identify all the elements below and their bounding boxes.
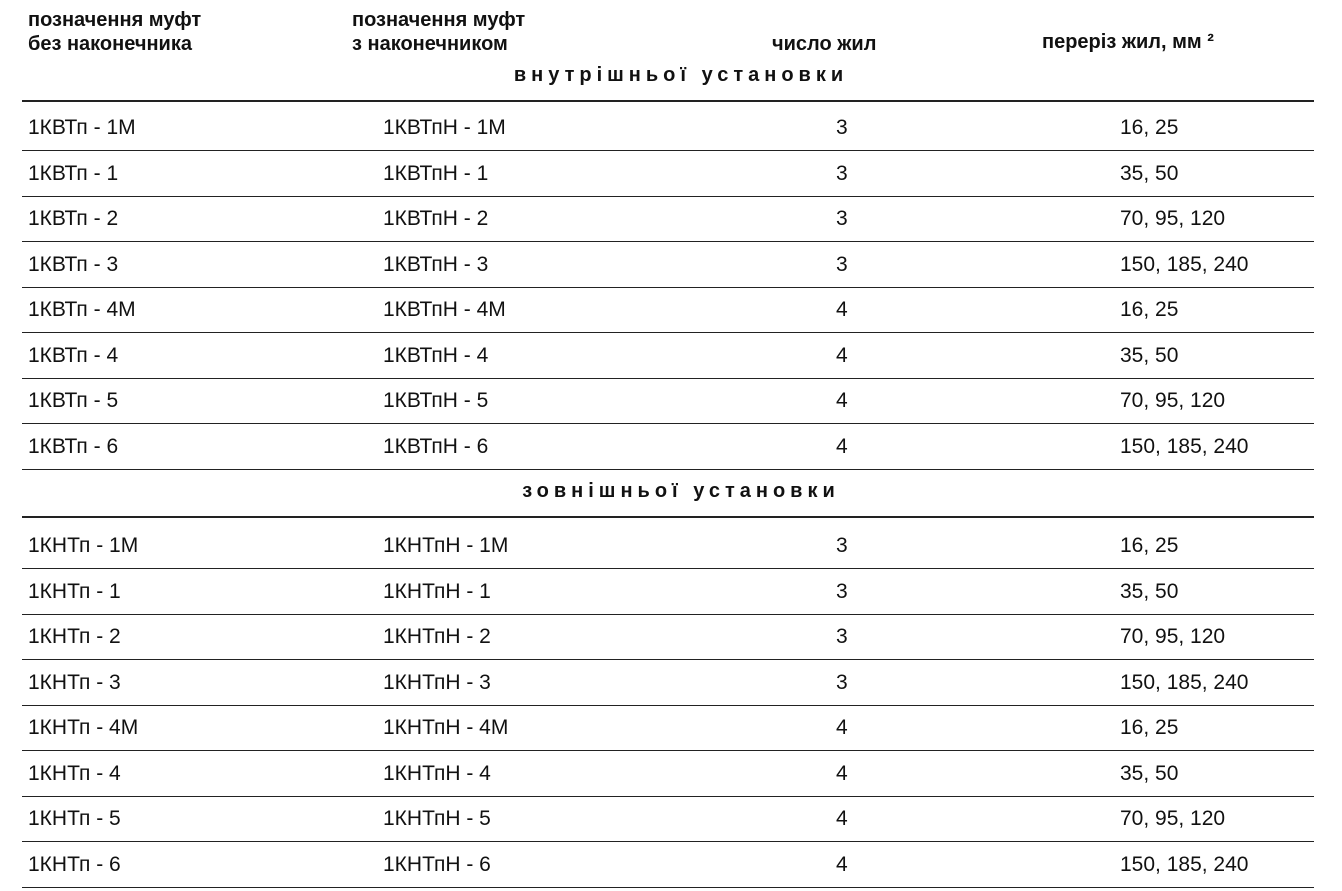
cell-core-count: 3 (836, 207, 848, 230)
table-row (0, 334, 1342, 378)
cell-designation-without-tip: 1КВТп - 1М (28, 116, 136, 139)
cell-cross-section: 70, 95, 120 (1120, 389, 1226, 412)
cell-cross-section: 150, 185, 240 (1120, 434, 1249, 458)
cell-designation-without-tip: 1КВТп - 4 (28, 343, 119, 367)
cell-designation-with-tip: 1КВТпН - 6 (383, 434, 489, 458)
table-row (0, 425, 1342, 469)
section-rule-indoor (22, 100, 1314, 102)
cell-designation-with-tip: 1КНТпН - 4 (383, 761, 491, 785)
table-row (0, 752, 1342, 796)
section-rule-outdoor (22, 516, 1314, 518)
cell-cross-section: 70, 95, 120 (1120, 207, 1226, 230)
section-title-outdoor: зовнішньої установки (522, 480, 840, 502)
cell-core-count: 4 (836, 298, 848, 321)
cell-cross-section: 150, 185, 240 (1120, 670, 1249, 694)
header-col-without-tip-line2: без наконечника (28, 33, 192, 55)
cell-cross-section: 70, 95, 120 (1120, 625, 1226, 648)
cell-core-count: 4 (836, 389, 848, 412)
cell-cross-section: 35, 50 (1120, 161, 1179, 185)
cell-designation-with-tip: 1КНТпН - 1М (383, 534, 509, 557)
cell-core-count: 3 (836, 116, 848, 139)
cell-designation-without-tip: 1КНТп - 6 (28, 852, 121, 876)
cell-designation-without-tip: 1КНТп - 5 (28, 807, 121, 830)
header-col-with-tip-line1: позначення муфт (352, 9, 526, 31)
cell-designation-with-tip: 1КВТпН - 1 (383, 161, 489, 185)
header-col-cores-text: число жил (772, 33, 877, 55)
table-row (0, 843, 1342, 887)
row-divider (22, 887, 1314, 888)
cell-designation-with-tip: 1КНТпН - 6 (383, 852, 491, 876)
table-row (0, 106, 1342, 150)
cell-designation-without-tip: 1КНТп - 1М (28, 534, 139, 557)
header-col-cross-section-text: переріз жил, мм ² (1042, 31, 1214, 53)
header-col-cross-section (1042, 30, 1214, 54)
table-row (0, 379, 1342, 423)
cell-core-count: 4 (836, 434, 848, 458)
cell-designation-without-tip: 1КНТп - 3 (28, 670, 121, 694)
cell-designation-without-tip: 1КВТп - 5 (28, 389, 119, 412)
cell-cross-section: 35, 50 (1120, 761, 1179, 785)
cell-designation-without-tip: 1КВТп - 2 (28, 207, 119, 230)
cell-designation-with-tip: 1КВТпН - 4 (383, 343, 489, 367)
cell-designation-without-tip: 1КНТп - 4М (28, 716, 139, 739)
table-row (0, 797, 1342, 841)
cell-core-count: 3 (836, 670, 848, 694)
header-col-cores (772, 32, 876, 56)
table-row (0, 243, 1342, 287)
cell-designation-without-tip: 1КВТп - 1 (28, 161, 119, 185)
cell-designation-with-tip: 1КНТпН - 1 (383, 579, 491, 603)
header-col-with-tip (352, 8, 525, 56)
header-col-with-tip-line2: з наконечником (352, 33, 508, 55)
cell-cross-section: 70, 95, 120 (1120, 807, 1226, 830)
cell-designation-with-tip: 1КНТпН - 4М (383, 716, 509, 739)
header-col-without-tip-line1: позначення муфт (28, 9, 202, 31)
cell-designation-with-tip: 1КВТпН - 5 (383, 389, 489, 412)
cell-cross-section: 16, 25 (1120, 298, 1179, 321)
cell-cross-section: 35, 50 (1120, 343, 1179, 367)
table-row (0, 615, 1342, 659)
cell-designation-with-tip: 1КНТпН - 3 (383, 670, 491, 694)
cell-cross-section: 150, 185, 240 (1120, 852, 1249, 876)
cell-core-count: 4 (836, 761, 848, 785)
cell-designation-with-tip: 1КНТпН - 2 (383, 625, 491, 648)
cell-designation-with-tip: 1КВТпН - 1М (383, 116, 506, 139)
cell-core-count: 4 (836, 343, 848, 367)
cell-core-count: 3 (836, 625, 848, 648)
cell-cross-section: 16, 25 (1120, 534, 1179, 557)
table-row (0, 288, 1342, 332)
cell-core-count: 4 (836, 852, 848, 876)
table-row (0, 197, 1342, 241)
cell-cross-section: 16, 25 (1120, 716, 1179, 739)
cell-designation-without-tip: 1КНТп - 2 (28, 625, 121, 648)
cell-designation-without-tip: 1КВТп - 4М (28, 298, 136, 321)
cell-designation-without-tip: 1КВТп - 6 (28, 434, 119, 458)
cell-designation-with-tip: 1КВТпН - 2 (383, 207, 489, 230)
cell-core-count: 3 (836, 252, 848, 276)
cell-core-count: 3 (836, 161, 848, 185)
section-title-indoor: внутрішньої установки (513, 64, 849, 86)
cell-designation-with-tip: 1КВТпН - 3 (383, 252, 489, 276)
table-row (0, 706, 1342, 750)
cell-core-count: 4 (836, 716, 848, 739)
table-row (0, 661, 1342, 705)
cell-designation-without-tip: 1КНТп - 4 (28, 761, 121, 785)
cell-designation-with-tip: 1КВТпН - 4М (383, 298, 506, 321)
cell-designation-with-tip: 1КНТпН - 5 (383, 807, 491, 830)
cell-cross-section: 150, 185, 240 (1120, 252, 1249, 276)
cell-designation-without-tip: 1КНТп - 1 (28, 579, 121, 603)
table-row (0, 152, 1342, 196)
cell-designation-without-tip: 1КВТп - 3 (28, 252, 119, 276)
cell-core-count: 3 (836, 534, 848, 557)
header-col-without-tip (28, 8, 201, 56)
cell-core-count: 3 (836, 579, 848, 603)
cell-core-count: 4 (836, 807, 848, 830)
row-divider (22, 469, 1314, 470)
cell-cross-section: 35, 50 (1120, 579, 1179, 603)
cell-cross-section: 16, 25 (1120, 116, 1179, 139)
table-row (0, 524, 1342, 568)
table-row (0, 570, 1342, 614)
